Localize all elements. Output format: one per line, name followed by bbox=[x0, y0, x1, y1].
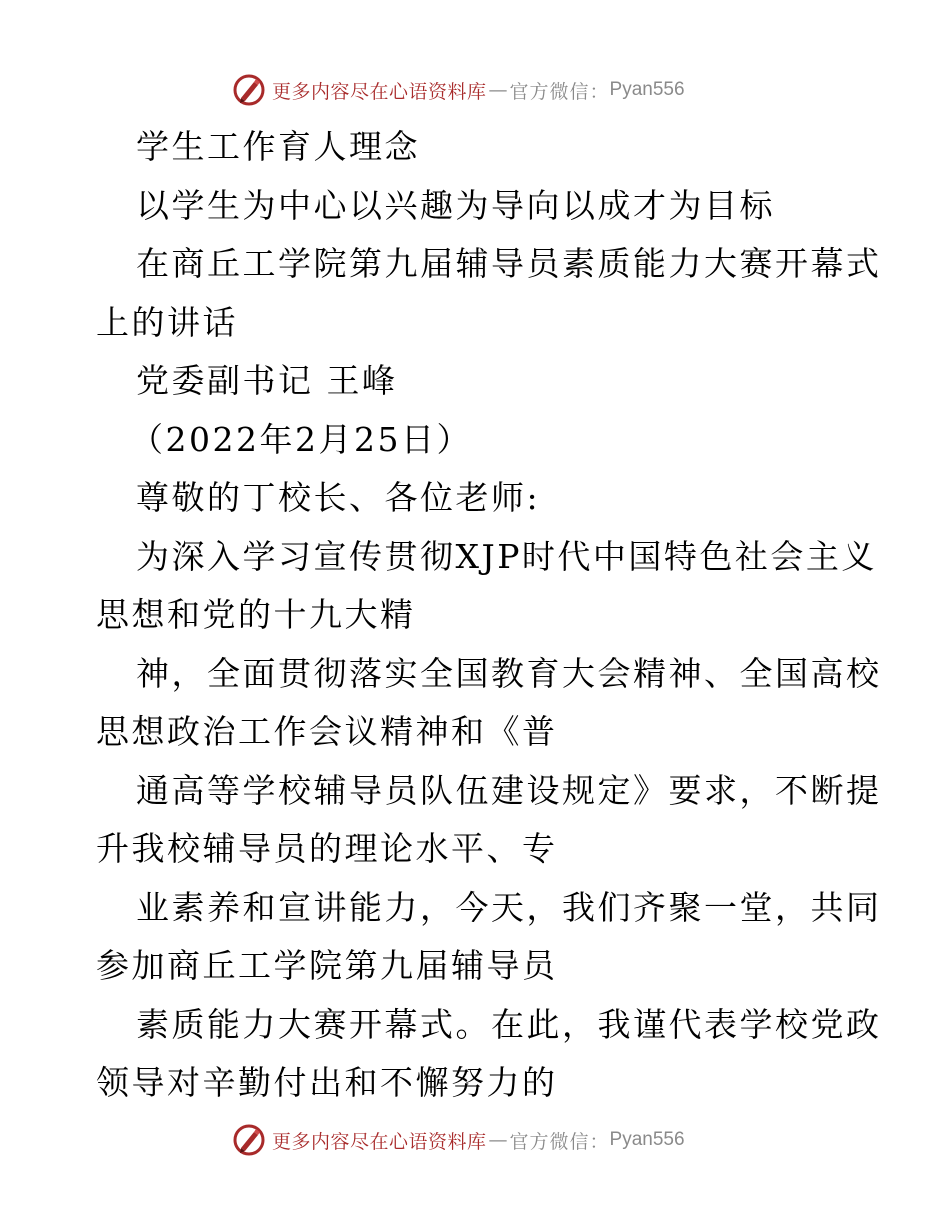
banner-site-text: 更多内容尽在心语资料库 bbox=[272, 1130, 487, 1153]
pen-logo-icon bbox=[232, 1123, 266, 1157]
pen-logo-icon bbox=[232, 73, 266, 107]
paragraph-line: 神，全面贯彻落实全国教育大会精神、全国高校 bbox=[136, 653, 882, 693]
footer-banner bbox=[232, 1123, 685, 1157]
speech-title-line-2: 上的讲话 bbox=[96, 302, 238, 342]
paragraph-line: 素质能力大赛开幕式。在此，我谨代表学校党政 bbox=[136, 1004, 882, 1044]
banner-wechat-label: 官方微信： bbox=[509, 80, 610, 103]
doc-title-line: 学生工作育人理念 bbox=[136, 127, 420, 166]
paragraph-line: 通高等学校辅导员队伍建设规定》要求，不断提 bbox=[136, 770, 882, 810]
banner-wechat-label: 官方微信： bbox=[509, 1130, 610, 1153]
paragraph-line: 思想政治工作会议精神和《普 bbox=[96, 712, 558, 751]
paragraph-line: 为深入学习宣传贯彻XJP时代中国特色社会主义 bbox=[136, 536, 877, 576]
date-line: （2022年2月25日） bbox=[130, 419, 472, 459]
speech-title-line-1: 在商丘工学院第九届辅导员素质能力大赛开幕式 bbox=[136, 244, 882, 283]
header-banner bbox=[232, 73, 685, 107]
banner-wechat-id: Pyan556 bbox=[609, 79, 685, 100]
banner-site-text: 更多内容尽在心语资料库 bbox=[272, 80, 487, 103]
paragraph-line: 升我校辅导员的理论水平、专 bbox=[96, 829, 558, 868]
speaker-line: 党委副书记 王峰 bbox=[136, 361, 398, 400]
document-body bbox=[96, 118, 882, 1113]
banner-wechat-id: Pyan556 bbox=[609, 1129, 685, 1150]
paragraph-line: 业素养和宣讲能力，今天，我们齐聚一堂，共同 bbox=[136, 887, 882, 927]
salutation-line: 尊敬的丁校长、各位老师: bbox=[136, 478, 541, 517]
paragraph-line: 参加商丘工学院第九届辅导员 bbox=[96, 946, 558, 985]
banner-dash: — bbox=[488, 79, 508, 101]
banner-dash: — bbox=[488, 1129, 508, 1151]
paragraph-line: 领导对辛勤付出和不懈努力的 bbox=[96, 1063, 558, 1102]
doc-subtitle-line: 以学生为中心以兴趣为导向以成才为目标 bbox=[136, 185, 775, 225]
paragraph-line: 思想和党的十九大精 bbox=[96, 595, 416, 634]
